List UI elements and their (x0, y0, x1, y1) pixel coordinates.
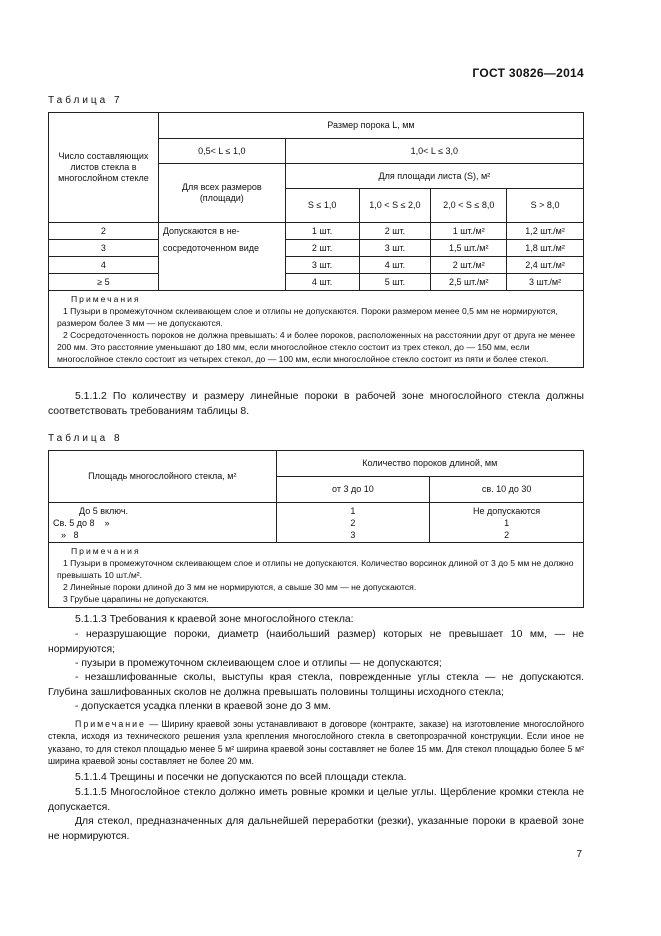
t7-cell: 2 шт. (285, 240, 359, 257)
t7-row-n: 4 (49, 257, 159, 274)
t8-area-line: До 5 включ. (79, 505, 129, 516)
t7-allowed-blank (158, 257, 285, 274)
table8-caption: Таблица 8 (48, 433, 123, 444)
t7-cell: 1,5 шт./м² (431, 240, 507, 257)
t8-notes (49, 543, 584, 608)
t8-col2: св. 10 до 30 (430, 477, 584, 503)
t7-cell: 5 шт. (359, 274, 431, 291)
t8-note-1: 1 Пузыри в промежуточном склеивающем слое и отлипы не допускаются. Количество ворсинок длиной от 3 до 5 мм не должно превышать 10 шт./м². (57, 558, 574, 580)
t8-value: 2 (350, 517, 356, 528)
t8-area-line: Св. 5 до 8 » (53, 517, 110, 528)
t7-cell: 3 шт. (285, 257, 359, 274)
t8-count-header: Количество пороков длиной, мм (276, 451, 583, 477)
para-5-1-1-2: 5.1.1.2 По количеству и размеру линейные пороки в рабочей зоне многослойного стекла должны соответствовать требованиям таблицы 8. (48, 391, 584, 417)
para-5-1-1-3: 5.1.1.3 Требования к краевой зоне многослойного стекла: (75, 614, 354, 625)
page-number: 7 (576, 849, 582, 860)
t7-cell: 1,8 шт./м² (507, 240, 584, 257)
t7-note-1: 1 Пузыри в промежуточном склеивающем слое и отлипы не допускаются. Пороки размером менее 0,5 мм не нормируются, размером более 3 мм — не допускаются. (57, 306, 558, 328)
edge-zone-note (48, 718, 584, 768)
t8-value: 1 (350, 505, 356, 516)
t7-note-2: 2 Сосредоточенность пороков не должна превышать: 4 и более пороков, расположенных на расстоянии друг от друга не менее 200 мм. Это расстояние уменьшают до 180 мм, если многослойное стекло состоит из трех стекол, до — 150 мм, если многослойное стекло состоит из четырех стекол, до — 100 мм, если многослойное стекло состоит из пяти и более стекол. (57, 330, 575, 364)
t7-cell: 3 шт./м² (507, 274, 584, 291)
t7-area-col: 1,0 < S ≤ 2,0 (359, 189, 431, 223)
t7-area-header: Для площади листа (S), м² (285, 164, 583, 189)
table-8 (48, 450, 584, 608)
t8-note-3: 3 Грубые царапины не допускаются. (63, 594, 209, 604)
t8-col1-values (276, 503, 430, 543)
t7-top-header: Размер порока L, мм (158, 113, 583, 139)
t7-cell: 2 шт./м² (431, 257, 507, 274)
table7-caption: Таблица 7 (48, 95, 123, 106)
t7-area-col: S ≤ 1,0 (285, 189, 359, 223)
t7-area-col: S > 8,0 (507, 189, 584, 223)
t8-value: Не допускаются (473, 505, 541, 516)
t7-cell: 2 шт. (359, 223, 431, 240)
t8-note-2: 2 Линейные пороки длиной до 3 мм не нормируются, а свыше 30 мм — не допускаются. (63, 582, 417, 592)
t7-cell: 1 шт./м² (431, 223, 507, 240)
t7-notes-title: Примечания (71, 294, 141, 304)
t7-cell: 3 шт. (359, 240, 431, 257)
t7-cell: 4 шт. (285, 274, 359, 291)
t7-cell: 4 шт. (359, 257, 431, 274)
t7-allowed-b: сосредоточенном виде (158, 240, 285, 257)
t8-area-values (49, 503, 277, 543)
standard-number: ГОСТ 30826—2014 (472, 66, 584, 80)
t7-area-col: 2,0 < S ≤ 8,0 (431, 189, 507, 223)
t8-area-header: Площадь многослойного стекла, м² (49, 451, 277, 503)
t8-notes-title: Примечания (71, 546, 141, 556)
para-5-1-1-4: 5.1.1.4 Трещины и посечки не допускаются по всей площади стекла. (75, 772, 407, 783)
t7-notes (49, 291, 584, 368)
t7-allowed-a: Допускаются в не- (158, 223, 285, 240)
bullet-4: - допускается усадка пленки в краевой зоне до 3 мм. (75, 701, 331, 712)
t7-row-header: Число составляющих листов стекла в многослойном стекле (49, 113, 159, 223)
t7-allowed-blank (158, 274, 285, 291)
t8-value: 3 (350, 529, 356, 540)
t7-row-n: 2 (49, 223, 159, 240)
t7-row-n: 3 (49, 240, 159, 257)
bullet-3: - незашлифованные сколы, выступы края стекла, поврежденные углы стекла — не допускаются. Глубина зашлифованных сколов не должна превышать половины толщины исходного стекла; (48, 672, 584, 698)
t8-area-line: » 8 (61, 529, 79, 540)
bullet-1: - неразрушающие пороки, диаметр (наибольший размер) которых не превышает 10 мм, — не нормируются; (48, 629, 584, 655)
t7-row-n: ≥ 5 (49, 274, 159, 291)
t7-cell: 2,4 шт./м² (507, 257, 584, 274)
t8-value: 2 (504, 529, 510, 540)
t8-value: 1 (504, 517, 510, 528)
t7-cell: 2,5 шт./м² (431, 274, 507, 291)
t7-all-sizes: Для всех размеров (площади) (158, 164, 285, 223)
table-7 (48, 112, 584, 368)
t8-col2-values (430, 503, 584, 543)
note-title: Примечание (75, 719, 146, 729)
t7-cell: 1 шт. (285, 223, 359, 240)
bullet-2: - пузыри в промежуточном склеивающем слое и отлипы — не допускаются; (75, 658, 442, 669)
t8-col1: от 3 до 10 (276, 477, 430, 503)
t7-range2: 1,0< L ≤ 3,0 (285, 139, 583, 164)
para-5-1-1-5: 5.1.1.5 Многослойное стекло должно иметь ровные кромки и целые углы. Щербление кромки стекла не допускается. (48, 787, 584, 813)
t7-cell: 1,2 шт./м² (507, 223, 584, 240)
para-last: Для стекол, предназначенных для дальнейшей переработки (резки), указанные пороки в краевой зоне не нормируются. (48, 816, 584, 842)
note-text: — Ширину краевой зоны устанавливают в договоре (контракте, заказе) на изготовление многослойного стекла, исходя из технического решения узла крепления многослойного стекла в светопрозрачной конструкции. Если иное не указано, то для стекол площадью менее 5 м² ширина краевой зоны составляет не более 15 мм. Для стекол площадью более 5 м² ширина краевой зоны составляет не более 20 мм. (48, 719, 584, 767)
t7-range1: 0,5< L ≤ 1,0 (158, 139, 285, 164)
